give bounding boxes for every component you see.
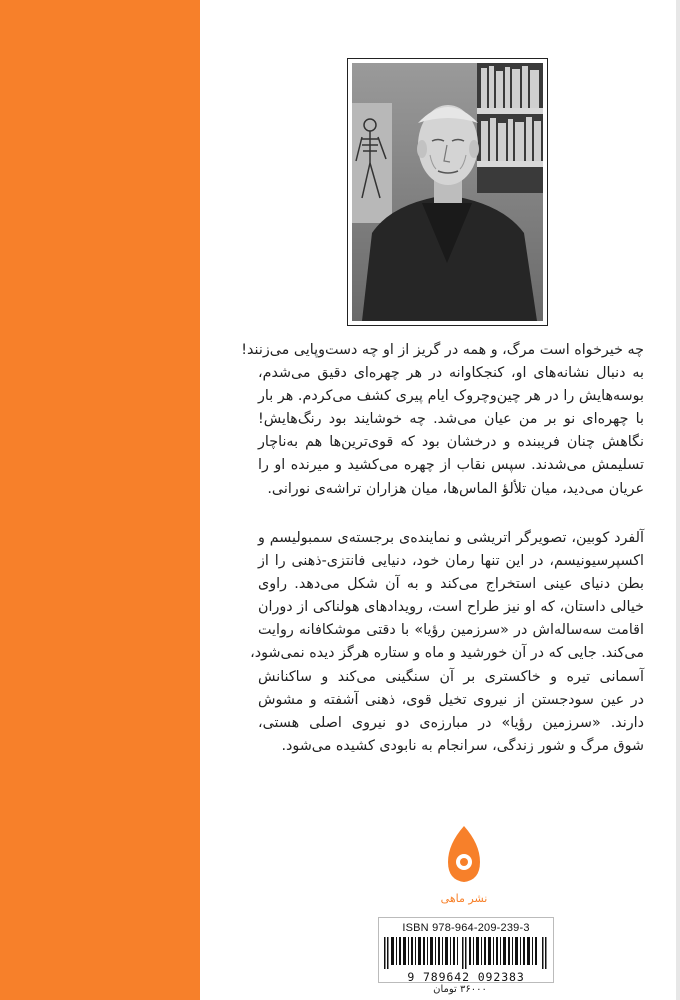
publisher-name: نشر ماهی xyxy=(440,892,488,905)
blurb-description-line: خیالی داستان، که او نیز طراح است، رویدادهای هولناکی از دوران xyxy=(258,599,644,616)
blurb-quote-line: چه خیرخواه است مرگ، و همه در گریز از او چه دست‌وپایی می‌زنند! xyxy=(241,342,644,358)
publisher-logo xyxy=(434,822,494,906)
blurb-description-line: اکسپرسیونیسم، در این تنها رمان خود، دنیایی فانتزی-ذهنی را از xyxy=(258,553,644,570)
blurb-description xyxy=(250,527,644,758)
blurb-description-line: بطن دنیای عینی استخراج می‌کند و به آن شکل می‌دهد. راوی xyxy=(258,576,644,593)
blurb-description-line: آسمانی تیره و خاکستری بر آن سنگینی می‌کند و ساکنانش xyxy=(258,668,644,685)
blurb-description-line: دارند. «سرزمین رؤیا» در مبارزه‌ی دو نیروی اصلی هستی، xyxy=(258,714,644,731)
barcode-icon xyxy=(384,937,548,969)
blurb-quote-line: تسلیمش می‌شدند. سپس نقاب از چهره می‌کشید و میرنده او را xyxy=(258,457,644,474)
price-label: ۳۶۰۰۰ تومان xyxy=(433,984,487,995)
blurb-quote-line: با چهره‌ای نو بر من عیان می‌شد. چه خوشایند بود رنگ‌هایش! xyxy=(258,411,644,428)
author-photo xyxy=(347,58,548,326)
isbn-number: ISBN 978-964-209-239-3 xyxy=(402,922,530,934)
blurb-description-line: در عین سودجستن از نیروی تخیل قوی، ذهنی آشفته و مشوش xyxy=(258,691,644,708)
page-edge xyxy=(676,0,680,1000)
author-portrait-illustration xyxy=(352,63,543,321)
blurb-quote-line: نگاهش چنان فریبنده و درخشان بود که قوی‌ترین‌ها هم به‌ناچار xyxy=(258,434,644,451)
blurb-quote-line: به دنبال نشانه‌های او، کنجکاوانه در هر چهره‌ای دقیق می‌شدم، xyxy=(258,365,644,382)
blurb-quote-line: بوسه‌هایش را در هر چین‌وچروک ایام پیری کشف می‌کردم. هر بار xyxy=(258,388,644,405)
barcode-digits: 9 789642 092383 xyxy=(407,970,525,984)
blurb-description-line: آلفرد کوبین، تصویرگر اتریشی و نماینده‌ی برجسته‌ی سمبولیسم و xyxy=(258,530,644,546)
blurb-description-line: اقامت سه‌ساله‌اش در «سرزمین رؤیا» با دقتی موشکافانه روایت xyxy=(258,622,644,639)
blurb-description-line: شوق مرگ و شور زندگی، سرانجام به نابودی کشیده می‌شود. xyxy=(281,737,644,754)
blurb-quote xyxy=(241,339,644,501)
orange-spine xyxy=(0,0,200,1000)
blurb-quote-line: عریان می‌دید، میان تلألؤ الماس‌ها، میان هزاران تراشه‌ی نورانی. xyxy=(267,480,644,497)
blurb-description-line: می‌کند. جایی که در آن خورشید و ماه و ستاره هرگز دیده نمی‌شود، xyxy=(250,645,644,662)
fish-logo-icon xyxy=(434,822,494,906)
